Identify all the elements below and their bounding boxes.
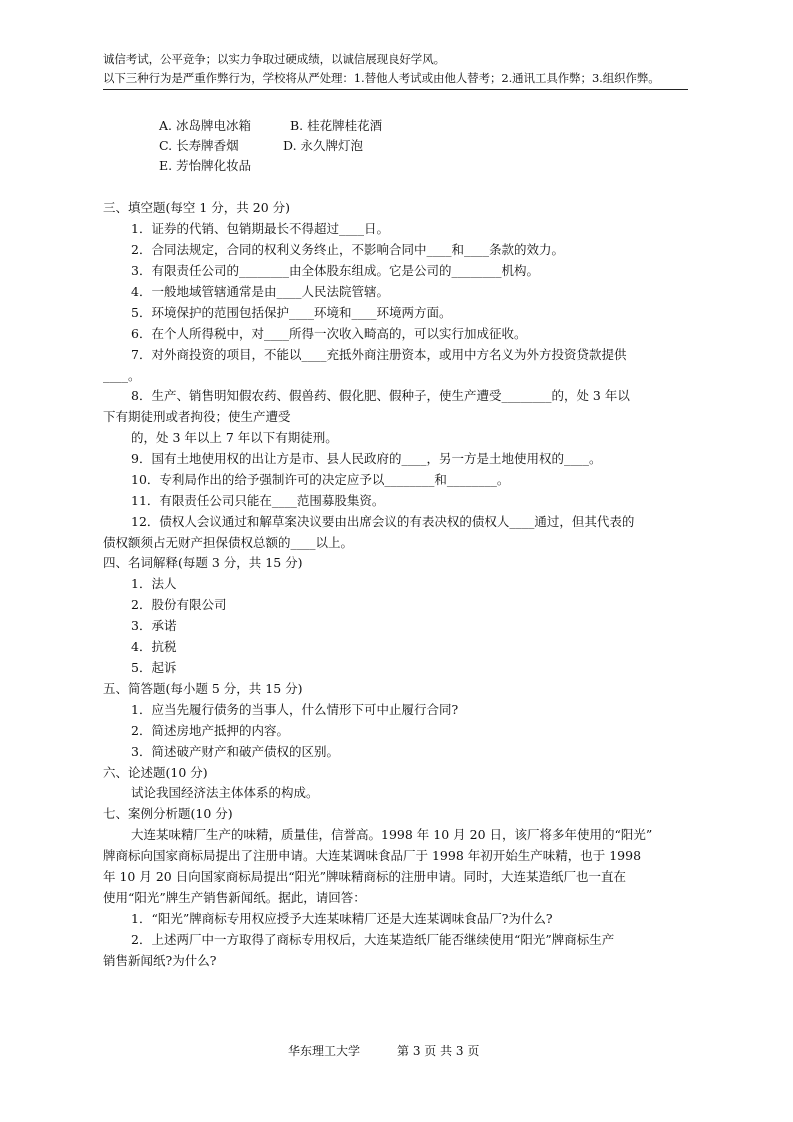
question-5-3: 3．简述破产财产和破产债权的区别。	[131, 744, 339, 759]
question-5-2: 2．简述房地产抵押的内容。	[131, 723, 289, 738]
question-6-1: 试论我国经济法主体体系的构成。	[131, 785, 319, 800]
question-3-4: 4．一般地域管辖通常是由____人民法院管辖。	[131, 284, 389, 299]
question-4-4: 4．抗税	[131, 639, 177, 654]
question-3-11: 11．有限责任公司只能在____范围募股集资。	[131, 493, 385, 508]
option-b: B. 桂花牌桂花酒	[290, 118, 383, 133]
question-7-1: 1．“阳光”牌商标专用权应授予大连某味精厂还是大连某调味食品厂?为什么?	[131, 911, 553, 926]
section-title-case-analysis: 七、案例分析题(10 分)	[103, 806, 233, 821]
exam-honesty-header	[103, 50, 688, 88]
header-divider	[103, 89, 688, 90]
footer-school-name: 华东理工大学	[288, 1044, 361, 1058]
header-line-2: 以下三种行为是严重作弊行为，学校将从严处理：1.替他人考试或由他人替考；2.通讯工具作弊；3.组织作弊。	[103, 71, 660, 85]
question-3-10: 10．专利局作出的给予强制许可的决定应予以________和________。	[131, 472, 510, 487]
question-3-9: 9．国有土地使用权的出让方是市、县人民政府的____，另一方是土地使用权的____。	[131, 451, 602, 466]
question-3-8-line2: 下有期徒刑或者拘役；使生产遭受	[103, 409, 291, 424]
question-3-6: 6．在个人所得税中，对____所得一次收入畸高的，可以实行加成征收。	[131, 326, 527, 341]
question-3-1: 1．证券的代销、包销期最长不得超过____日。	[131, 221, 389, 236]
question-3-3: 3．有限责任公司的________由全体股东组成。它是公司的________机构。	[131, 263, 539, 278]
question-3-5: 5．环境保护的范围包括保护____环境和____环境两方面。	[131, 305, 452, 320]
question-3-7-line2: ____。	[103, 368, 141, 383]
case-paragraph-line3: 年 10 月 20 日向国家商标局提出“阳光”牌味精商标的注册申请。同时，大连某造纸厂也一直在	[103, 869, 626, 884]
case-paragraph-line1: 大连某味精厂生产的味精，质量佳，信誉高。1998 年 10 月 20 日，该厂将多年使用的“阳光”	[131, 827, 653, 842]
section-title-fill-blank: 三、填空题(每空 1 分，共 20 分)	[103, 200, 291, 215]
option-a: A. 冰岛牌电冰箱	[159, 118, 251, 133]
question-3-12-line1: 12．债权人会议通过和解草案决议要由出席会议的有表决权的债权人____通过，但其代表的	[131, 514, 635, 529]
option-d: D. 永久牌灯泡	[283, 138, 364, 153]
question-5-1: 1．应当先履行债务的当事人，什么情形下可中止履行合同?	[131, 702, 459, 717]
section-title-terms: 四、名词解释(每题 3 分，共 15 分)	[103, 555, 303, 570]
footer-page-number: 第 3 页 共 3 页	[397, 1044, 480, 1058]
question-3-12-line2: 债权额须占无财产担保债权总额的____以上。	[103, 535, 354, 550]
question-4-1: 1．法人	[131, 576, 177, 591]
header-line-1: 诚信考试，公平竞争；以实力争取过硬成绩，以诚信展现良好学风。	[103, 52, 445, 66]
question-4-3: 3．承诺	[131, 618, 177, 633]
question-7-2-line1: 2．上述两厂中一方取得了商标专用权后，大连某造纸厂能否继续使用“阳光”牌商标生产	[131, 932, 615, 947]
question-4-5: 5．起诉	[131, 660, 177, 675]
question-3-2: 2．合同法规定，合同的权利义务终止，不影响合同中____和____条款的效力。	[131, 242, 564, 257]
question-3-8-line3: 的，处 3 年以上 7 年以下有期徒刑。	[131, 430, 338, 445]
option-e: E. 芳怡牌化妆品	[159, 158, 252, 173]
case-paragraph-line2: 牌商标向国家商标局提出了注册申请。大连某调味食品厂于 1998 年初开始生产味精，也于 1998	[103, 848, 642, 863]
case-paragraph-line4: 使用“阳光”牌生产销售新闻纸。据此，请回答：	[103, 890, 366, 905]
section-title-short-answer: 五、简答题(每小题 5 分，共 15 分)	[103, 681, 303, 696]
question-4-2: 2．股份有限公司	[131, 597, 227, 612]
question-3-8-line1: 8．生产、销售明知假农药、假兽药、假化肥、假种子，使生产遭受________的，处 3 年以	[131, 388, 630, 403]
section-title-essay: 六、论述题(10 分)	[103, 765, 208, 780]
question-3-7-line1: 7．对外商投资的项目，不能以____充抵外商注册资本，或用中方名义为外方投资贷款提供	[131, 347, 627, 362]
option-c: C. 长寿牌香烟	[159, 138, 239, 153]
question-7-2-line2: 销售新闻纸?为什么?	[103, 953, 217, 968]
